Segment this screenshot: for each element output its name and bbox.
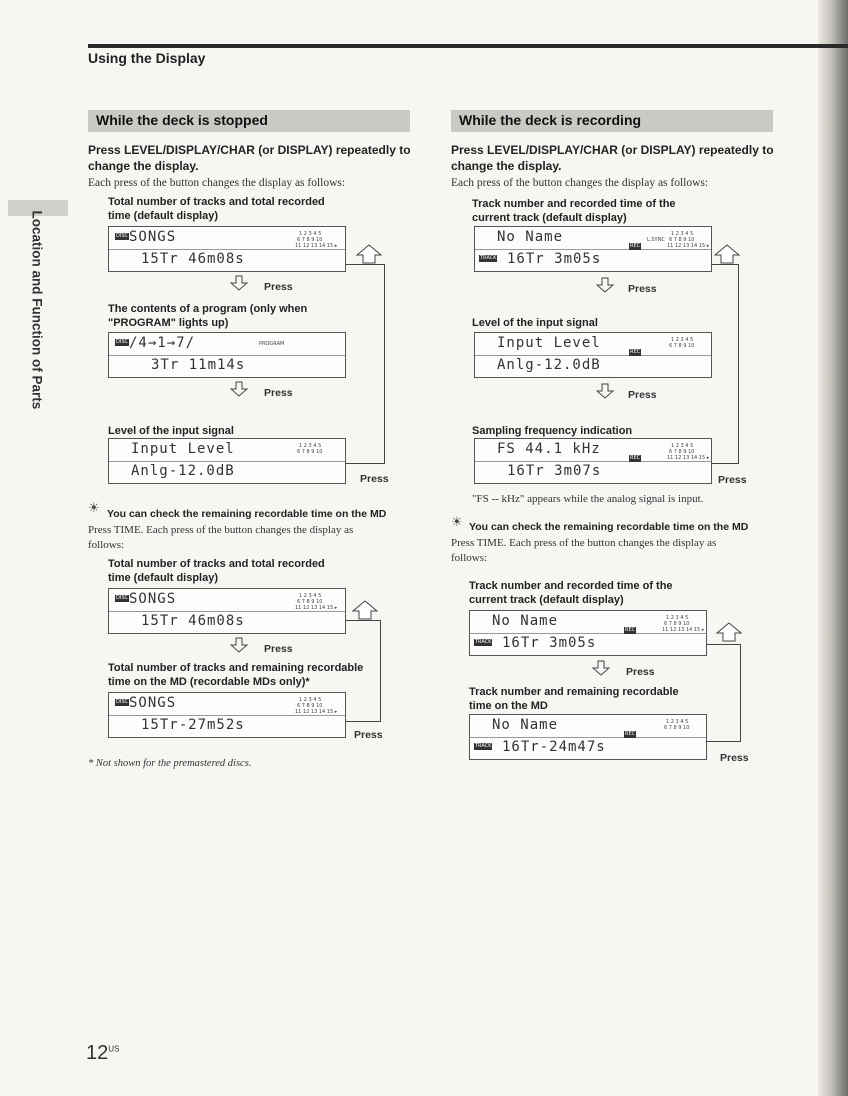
lcd-bottom-text: 15Tr 46m08s <box>141 251 245 267</box>
right-caption-1b: current track (default display) <box>472 212 627 224</box>
lcd-top-text: FS 44.1 kHz <box>497 441 601 457</box>
track-grid-row2: 6 7 8 9 10 <box>664 621 690 627</box>
left-caption-4a: Total number of tracks and total recorded <box>108 558 325 570</box>
page-number <box>86 1042 119 1065</box>
lcd-bottom-text: 3Tr 11m14s <box>151 357 246 373</box>
right-instruction-2: change the display. <box>451 159 562 173</box>
down-arrow-icon <box>230 275 248 291</box>
lcd-bottom-text: 16Tr 3m05s <box>502 635 597 651</box>
track-grid-row2: 6 7 8 9 10 <box>297 703 323 709</box>
top-rule <box>88 44 848 48</box>
left-caption-5b: time on the MD (recordable MDs only)* <box>108 676 310 688</box>
lcd-top-text: No Name <box>492 717 559 733</box>
track-grid-row2: 6 7 8 9 10 <box>669 449 695 455</box>
right-tip-2: follows: <box>451 552 488 564</box>
disc-icon: DISC <box>116 699 128 705</box>
right-lcd-3 <box>474 438 712 484</box>
hint-icon: ☀ <box>88 500 100 515</box>
lcd-bottom-text: 15Tr-27m52s <box>141 717 245 733</box>
right-lcd-2 <box>474 332 712 378</box>
left-caption-1a: Total number of tracks and total recorded <box>108 196 325 208</box>
section-title: Using the Display <box>88 50 206 66</box>
cycle-bracket <box>712 264 739 464</box>
program-indicator: PROGRAM <box>259 341 285 347</box>
rec-indicator: REC <box>625 731 636 737</box>
track-grid-row1: 1 2 3 4 5 <box>299 443 322 449</box>
press-label: Press <box>718 474 747 486</box>
track-grid-row1: 1 2 3 4 5 <box>671 231 694 237</box>
track-grid-row3: 11 12 13 14 15 ▸ <box>295 605 338 611</box>
page-edge-shadow <box>818 0 848 1096</box>
right-header-bar <box>451 110 773 132</box>
track-grid-row3: 11 12 13 14 15 ▸ <box>295 709 338 715</box>
track-grid-row1: 1 2 3 4 5 <box>671 443 694 449</box>
left-caption-4b: time (default display) <box>108 572 219 584</box>
rec-indicator: REC <box>630 455 641 461</box>
press-label: Press <box>628 283 657 295</box>
lcd-top-text: /4→1→7/ <box>129 335 196 351</box>
disc-icon: DISC <box>116 339 128 345</box>
right-caption-5b: time on the MD <box>469 700 548 712</box>
right-caption-2: Level of the input signal <box>472 317 598 329</box>
track-grid-row2: 6 7 8 9 10 <box>297 599 323 605</box>
press-label: Press <box>360 473 389 485</box>
fs-note: "FS -- kHz" appears while the analog signal is input. <box>472 493 704 505</box>
press-label: Press <box>626 666 655 678</box>
left-caption-2a: The contents of a program (only when <box>108 303 308 315</box>
lcd-top-text: No Name <box>497 229 564 245</box>
down-arrow-icon <box>596 277 614 293</box>
track-grid-row2: 6 7 8 9 10 <box>297 449 323 455</box>
lcd-top-text: SONGS <box>129 695 177 711</box>
right-tip-title: You can check the remaining recordable time on the MD <box>469 521 749 533</box>
lcd-bottom-text: 16Tr 3m07s <box>507 463 602 479</box>
down-arrow-icon <box>592 660 610 676</box>
right-tip-1: Press TIME. Each press of the button changes the display as <box>451 537 717 549</box>
track-grid-row1: 1 2 3 4 5 <box>299 697 322 703</box>
left-lcd-2 <box>108 332 346 378</box>
right-each-press: Each press of the button changes the display as follows: <box>451 177 709 189</box>
right-lcd-4 <box>469 610 707 656</box>
rec-indicator: REC <box>630 243 641 249</box>
disc-icon: DISC <box>116 595 128 601</box>
up-arrow-icon <box>716 622 742 642</box>
hint-icon: ☀ <box>451 514 463 529</box>
lcd-bottom-text: 15Tr 46m08s <box>141 613 245 629</box>
rec-indicator: REC <box>625 627 636 633</box>
left-tip-2: follows: <box>88 539 125 551</box>
footnote: * Not shown for the premastered discs. <box>88 758 252 769</box>
left-caption-3: Level of the input signal <box>108 425 234 437</box>
left-each-press: Each press of the button changes the display as follows: <box>88 177 346 189</box>
lcd-top-text: SONGS <box>129 591 177 607</box>
left-instruction-2: change the display. <box>88 159 199 173</box>
left-caption-2b: "PROGRAM" lights up) <box>108 317 229 329</box>
track-grid-row2: 6 7 8 9 10 <box>297 237 323 243</box>
track-icon: TRACK <box>475 743 492 749</box>
rec-indicator: REC <box>630 349 641 355</box>
page-number-suffix: US <box>108 1044 120 1054</box>
left-tip-title: You can check the remaining recordable time on the MD <box>107 508 387 520</box>
track-grid-row3: 11 12 13 14 15 ▸ <box>667 243 710 249</box>
left-lcd-5 <box>108 692 346 738</box>
left-instruction-1: Press LEVEL/DISPLAY/CHAR (or DISPLAY) repeatedly to <box>88 143 411 157</box>
cycle-bracket <box>346 264 385 464</box>
track-grid-row3: 11 12 13 14 15 ▸ <box>662 627 705 633</box>
left-lcd-3 <box>108 438 346 484</box>
down-arrow-icon <box>230 381 248 397</box>
track-icon: TRACK <box>475 639 492 645</box>
right-lcd-5 <box>469 714 707 760</box>
left-lcd-1 <box>108 226 346 272</box>
track-grid-row1: 1 2 3 4 5 <box>671 337 694 343</box>
track-grid-row2: 6 7 8 9 10 <box>664 725 690 731</box>
side-label <box>28 212 46 422</box>
up-arrow-icon <box>356 244 382 264</box>
cycle-bracket <box>706 644 741 742</box>
right-caption-3: Sampling frequency indication <box>472 425 633 437</box>
right-caption-4a: Track number and recorded time of the <box>469 580 673 592</box>
down-arrow-icon <box>230 637 248 653</box>
page-number-value: 12 <box>86 1042 109 1064</box>
track-grid-row3: 11 12 13 14 15 ▸ <box>295 243 338 249</box>
left-caption-1b: time (default display) <box>108 210 219 222</box>
track-grid-row1: 1 2 3 4 5 <box>299 593 322 599</box>
lcd-top-text: Input Level <box>497 335 601 351</box>
track-icon: TRACK <box>480 255 497 261</box>
track-grid-row1: 1 2 3 4 5 <box>666 615 689 621</box>
right-caption-1a: Track number and recorded time of the <box>472 198 676 210</box>
side-label-text: Location and Function of Parts <box>29 210 45 410</box>
lcd-top-text: No Name <box>492 613 559 629</box>
lcd-bottom-text: 16Tr 3m05s <box>507 251 602 267</box>
lcd-bottom-text: Anlg-12.0dB <box>497 357 601 373</box>
lcd-top-text: Input Level <box>131 441 235 457</box>
press-label: Press <box>264 387 293 399</box>
lcd-top-text: SONGS <box>129 229 177 245</box>
right-instruction-1: Press LEVEL/DISPLAY/CHAR (or DISPLAY) repeatedly to <box>451 143 774 157</box>
down-arrow-icon <box>596 383 614 399</box>
up-arrow-icon <box>714 244 740 264</box>
left-lcd-4 <box>108 588 346 634</box>
left-header: While the deck is stopped <box>96 112 268 128</box>
track-grid-row2: 6 7 8 9 10 <box>669 237 695 243</box>
press-label: Press <box>354 729 383 741</box>
track-grid-row3: 11 12 13 14 15 ▸ <box>667 455 710 461</box>
left-tip-1: Press TIME. Each press of the button changes the display as <box>88 524 354 536</box>
disc-icon: DISC <box>116 233 128 239</box>
press-label: Press <box>720 752 749 764</box>
lcd-bottom-text: Anlg-12.0dB <box>131 463 235 479</box>
right-caption-5a: Track number and remaining recordable <box>469 686 679 698</box>
left-caption-5a: Total number of tracks and remaining recordable <box>108 662 364 674</box>
up-arrow-icon <box>352 600 378 620</box>
press-label: Press <box>264 281 293 293</box>
right-lcd-1 <box>474 226 712 272</box>
press-label: Press <box>264 643 293 655</box>
left-header-bar <box>88 110 410 132</box>
cycle-bracket <box>346 620 381 722</box>
track-grid-row2: 6 7 8 9 10 <box>669 343 695 349</box>
right-header: While the deck is recording <box>459 112 642 128</box>
track-grid-row1: 1 2 3 4 5 <box>666 719 689 725</box>
press-label: Press <box>628 389 657 401</box>
track-grid-row1: 1 2 3 4 5 <box>299 231 322 237</box>
level-label: L.SYNC <box>647 237 665 243</box>
lcd-bottom-text: 16Tr-24m47s <box>502 739 606 755</box>
right-caption-4b: current track (default display) <box>469 594 624 606</box>
